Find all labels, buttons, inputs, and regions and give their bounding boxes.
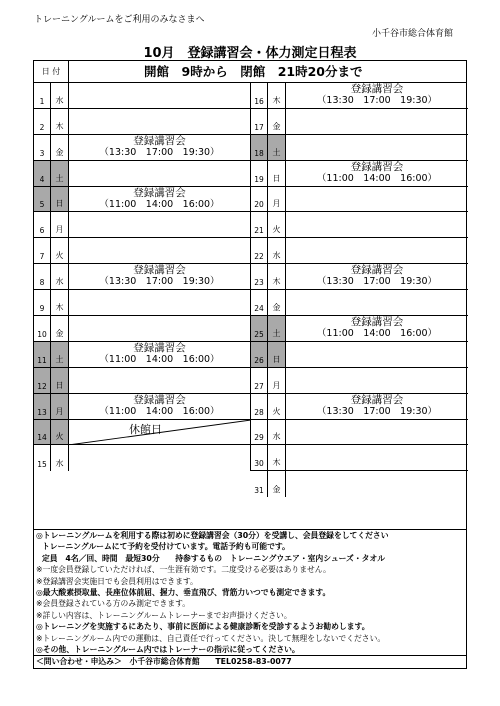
day-number: 10 — [34, 316, 51, 341]
schedule-row — [251, 135, 468, 161]
day-number: 19 — [251, 161, 268, 186]
event-times: （11:00 14:00 16:00） — [99, 198, 220, 210]
day-number: 17 — [251, 109, 268, 134]
schedule-row — [251, 420, 468, 446]
day-number: 11 — [34, 342, 51, 367]
event-cell — [286, 420, 468, 445]
closed-label: 休館日 — [129, 422, 162, 436]
schedule-row — [34, 83, 250, 109]
note-line: ※トレーニングルーム内での運動は、自己責任で行ってください。決して無理をしないでください。 — [36, 633, 386, 643]
weekday: 金 — [51, 135, 69, 160]
day-number: 16 — [251, 83, 268, 108]
day-number: 26 — [251, 342, 268, 367]
schedule-row — [34, 135, 250, 161]
weekday: 火 — [51, 420, 69, 445]
day-number: 30 — [251, 445, 268, 470]
weekday: 木 — [268, 264, 286, 289]
weekday: 水 — [268, 420, 286, 445]
day-number: 7 — [34, 238, 51, 263]
event-title: 登録講習会 — [133, 186, 186, 199]
schedule-row — [251, 368, 468, 394]
weekday: 水 — [51, 445, 69, 471]
note-line: ＜問い合わせ・申込み＞ 小千谷市総合体育館 TEL0258-83-0077 — [34, 655, 466, 667]
schedule-row — [34, 187, 250, 213]
weekday: 金 — [268, 471, 286, 497]
event-times: （11:00 14:00 16:00） — [316, 172, 438, 184]
event-title: 登録講習会 — [350, 160, 404, 173]
weekday: 木 — [51, 109, 69, 134]
event-title: 登録講習会 — [133, 264, 186, 277]
day-number: 22 — [251, 238, 268, 263]
day-number: 31 — [251, 471, 268, 497]
day-number: 15 — [34, 445, 51, 471]
schedule-row — [34, 342, 250, 368]
day-number: 4 — [34, 161, 51, 186]
schedule-column-right — [251, 83, 468, 497]
day-number: 1 — [34, 83, 51, 108]
day-number: 9 — [34, 290, 51, 315]
event-cell — [69, 109, 250, 134]
event-times: （13:30 17:00 19:30） — [316, 405, 438, 417]
weekday: 火 — [268, 212, 286, 237]
day-number: 6 — [34, 212, 51, 237]
event-cell — [69, 238, 250, 263]
schedule-row — [34, 264, 250, 290]
weekday: 月 — [51, 394, 69, 419]
weekday: 金 — [51, 316, 69, 341]
event-cell — [286, 471, 468, 497]
weekday: 火 — [268, 394, 286, 419]
event-cell — [69, 161, 250, 186]
weekday: 金 — [268, 109, 286, 134]
event-times: （13:30 17:00 19:30） — [316, 95, 438, 106]
event-cell — [286, 187, 468, 212]
weekday: 木 — [51, 290, 69, 315]
event-times: （13:30 17:00 19:30） — [99, 146, 220, 158]
event-cell — [69, 135, 250, 160]
event-cell — [286, 290, 468, 315]
schedule-row — [251, 290, 468, 316]
event-cell — [69, 420, 250, 445]
day-number: 14 — [34, 420, 51, 445]
event-cell — [286, 316, 468, 341]
weekday: 月 — [268, 368, 286, 393]
event-title: 登録講習会 — [133, 341, 186, 354]
event-cell — [286, 394, 468, 419]
day-number: 18 — [251, 135, 268, 160]
schedule-row — [34, 238, 250, 264]
event-cell — [286, 238, 468, 263]
event-cell — [69, 290, 250, 315]
event-cell — [286, 135, 468, 160]
note-line: ◎トレーニングルームを利用する際は初めに登録講習会（30分）を受講し、会員登録をしてください — [36, 531, 389, 540]
event-title: 登録講習会 — [133, 134, 186, 147]
schedule-row — [34, 420, 250, 446]
event-cell — [286, 83, 468, 108]
day-number: 13 — [34, 394, 51, 419]
day-number: 21 — [251, 212, 268, 237]
schedule-row — [251, 264, 468, 290]
schedule-row — [251, 342, 468, 368]
event-cell — [286, 161, 468, 186]
schedule-row — [251, 471, 468, 497]
note-line: ※登録講習会実施日でも会員利用はできます。 — [36, 576, 198, 586]
weekday: 月 — [51, 212, 69, 237]
schedule-column-left — [34, 83, 251, 471]
schedule-row — [251, 445, 468, 471]
weekday: 土 — [268, 135, 286, 160]
opening-hours: 開館 9時から 閉館 21時20分まで — [144, 64, 363, 79]
day-number: 24 — [251, 290, 268, 315]
event-cell — [286, 264, 468, 289]
schedule-row — [251, 83, 468, 109]
event-cell — [69, 212, 250, 237]
schedule-row — [34, 394, 250, 420]
day-number: 20 — [251, 187, 268, 212]
day-number: 29 — [251, 420, 268, 445]
schedule-row — [251, 161, 468, 187]
event-times: （11:00 14:00 16:00） — [316, 328, 438, 340]
schedule-row — [34, 290, 250, 316]
weekday: 土 — [51, 342, 69, 367]
note-line: トレーニングルームにて予約を受付けています。電話予約も可能です。 — [42, 542, 290, 552]
note-line: ※一度会員登録していただければ、一生涯有効です。二度受ける必要はありません。 — [36, 565, 331, 575]
weekday: 水 — [51, 264, 69, 289]
schedule-row — [251, 394, 468, 420]
weekday: 月 — [268, 187, 286, 212]
schedule-header — [34, 61, 466, 83]
weekday: 木 — [268, 445, 286, 470]
day-number: 25 — [251, 316, 268, 341]
page-title: 10月 登録講習会・体力測定日程表 — [143, 46, 357, 61]
schedule-row — [251, 212, 468, 238]
schedule-table — [33, 60, 467, 530]
day-number: 28 — [251, 394, 268, 419]
event-title: 登録講習会 — [350, 316, 404, 329]
weekday: 土 — [51, 161, 69, 186]
day-number: 8 — [34, 264, 51, 289]
event-title: 登録講習会 — [350, 264, 404, 277]
schedule-row — [251, 238, 468, 264]
greeting-text: トレーニングルームをご利用のみなさまへ — [34, 15, 205, 25]
day-number: 12 — [34, 368, 51, 393]
weekday: 水 — [268, 238, 286, 263]
event-times: （13:30 17:00 19:30） — [316, 276, 438, 288]
event-cell — [69, 445, 250, 471]
event-cell — [286, 342, 468, 367]
note-line: ◎その他、トレーニングルーム内ではトレーナーの指示に従ってください。 — [36, 645, 300, 655]
event-cell — [286, 445, 468, 470]
event-title: 登録講習会 — [350, 393, 404, 406]
schedule-row — [251, 109, 468, 135]
event-cell — [69, 264, 250, 289]
event-cell — [69, 316, 250, 341]
event-cell — [69, 394, 250, 419]
event-title: 登録講習会 — [350, 83, 404, 95]
event-times: （11:00 14:00 16:00） — [99, 353, 220, 365]
weekday: 日 — [268, 342, 286, 367]
weekday: 日 — [51, 187, 69, 212]
event-cell — [286, 368, 468, 393]
day-number: 3 — [34, 135, 51, 160]
note-line: ※会員登録されている方のみ測定できます。 — [36, 599, 191, 609]
event-title: 登録講習会 — [133, 393, 186, 406]
day-number: 27 — [251, 368, 268, 393]
event-cell — [69, 187, 250, 212]
schedule-row — [34, 109, 250, 135]
weekday: 日 — [51, 368, 69, 393]
date-column-header: 日 付 — [34, 61, 69, 83]
notes-section — [33, 530, 467, 669]
note-line: ※詳しい内容は、トレーニングルームトレーナーまでお声掛けください。 — [36, 610, 292, 620]
schedule-row — [34, 368, 250, 394]
day-number: 5 — [34, 187, 51, 212]
weekday: 火 — [51, 238, 69, 263]
note-line: ◎トレーニングを実施するにあたり、事前に医師による健康診断を受診するようお勧めします。 — [36, 622, 370, 632]
event-cell — [69, 83, 250, 108]
note-line: ◎最大酸素摂取量、長座位体前屈、握力、垂直飛び、背筋力いつでも測定できます。 — [36, 588, 331, 598]
schedule-row — [34, 161, 250, 187]
schedule-row — [34, 316, 250, 342]
schedule-row — [251, 187, 468, 213]
weekday: 金 — [268, 290, 286, 315]
event-cell — [286, 109, 468, 134]
event-times: （13:30 17:00 19:30） — [99, 276, 220, 288]
day-number: 2 — [34, 109, 51, 134]
organizer-name: 小千谷市総合体育館 — [372, 29, 454, 39]
day-number: 23 — [251, 264, 268, 289]
weekday: 土 — [268, 316, 286, 341]
event-cell — [69, 342, 250, 367]
event-cell — [286, 212, 468, 237]
event-cell — [69, 368, 250, 393]
event-times: （11:00 14:00 16:00） — [99, 405, 220, 417]
weekday: 木 — [268, 83, 286, 108]
weekday: 水 — [51, 83, 69, 108]
weekday: 日 — [268, 161, 286, 186]
note-line: 定員 4名／回、時間 最短30分 持参するもの トレーニングウエア・室内シューズ・タオル — [42, 553, 386, 563]
schedule-row — [34, 445, 250, 471]
schedule-row — [251, 316, 468, 342]
schedule-row — [34, 212, 250, 238]
